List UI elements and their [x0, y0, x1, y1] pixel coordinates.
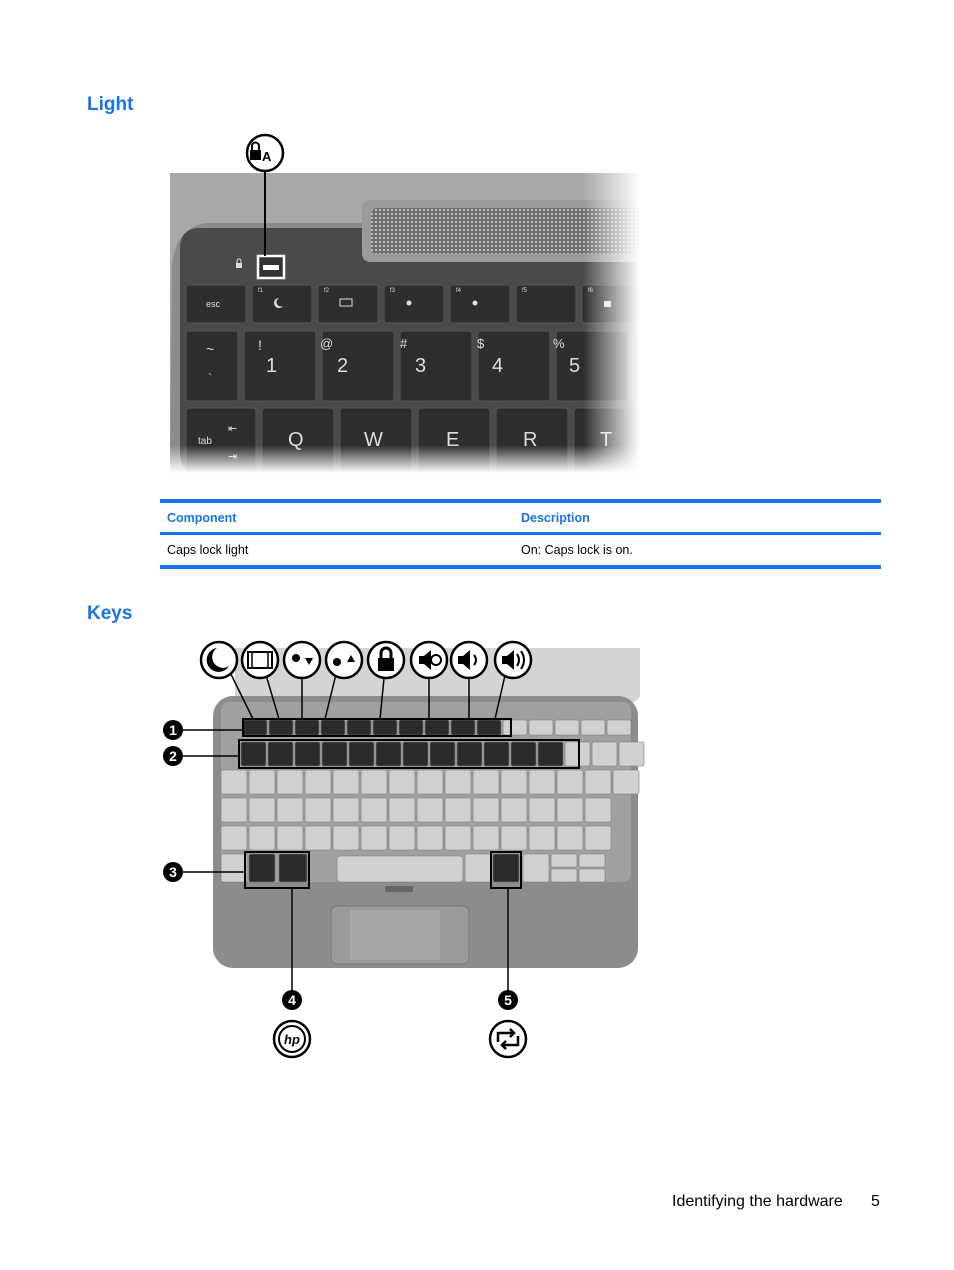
keyboard-key	[295, 720, 319, 735]
keyboard-key	[221, 826, 247, 850]
keyboard-key	[268, 742, 293, 766]
callout-4: 4	[288, 992, 296, 1008]
keyboard-key	[445, 826, 471, 850]
keyboard-key	[333, 826, 359, 850]
keyboard-key	[529, 770, 555, 794]
keyboard-key	[277, 798, 303, 822]
keyboard-key	[501, 826, 527, 850]
table-header-row	[160, 503, 881, 532]
footer-title: Identifying the hardware	[672, 1193, 843, 1210]
keyboard-key	[376, 742, 401, 766]
keyboard-key	[579, 854, 605, 867]
hp-logo-icon	[274, 1021, 310, 1057]
table-row	[160, 535, 881, 565]
brightness-down-icon	[284, 642, 320, 678]
cell-component: Caps lock light	[167, 543, 249, 557]
keyboard-key	[361, 798, 387, 822]
callout-1: 1	[169, 722, 177, 738]
callout-2: 2	[169, 748, 177, 764]
keyboard-key	[581, 720, 605, 735]
svg-text:A: A	[262, 149, 272, 164]
keyboard-key	[607, 720, 631, 735]
keyboard-key	[249, 798, 275, 822]
keyboard-key	[457, 742, 482, 766]
keyboard-key	[473, 826, 499, 850]
keyboard-key	[243, 720, 267, 735]
keyboard-key	[501, 770, 527, 794]
callout-3: 3	[169, 864, 177, 880]
keyboard-key	[557, 798, 583, 822]
application-key-icon	[490, 1021, 526, 1057]
keyboard-key	[269, 720, 293, 735]
keyboard-key	[445, 798, 471, 822]
keyboard-key	[445, 770, 471, 794]
keyboard-key	[538, 742, 563, 766]
cell-description: On: Caps lock is on.	[521, 543, 633, 557]
keyboard-key	[249, 826, 275, 850]
light-figure	[166, 128, 640, 473]
keyboard-key	[585, 770, 611, 794]
keyboard-key	[529, 826, 555, 850]
keyboard-key	[361, 826, 387, 850]
keyboard-key	[473, 770, 499, 794]
keyboard-key	[249, 854, 275, 882]
keyboard-key	[361, 770, 387, 794]
keyboard-key	[425, 720, 449, 735]
keyboard-key	[241, 742, 266, 766]
keyboard-key	[557, 826, 583, 850]
keyboard-key	[305, 798, 331, 822]
keyboard-key	[389, 798, 415, 822]
keyboard-key	[321, 720, 345, 735]
header-description: Description	[521, 510, 590, 525]
keyboard-key	[529, 798, 555, 822]
sleep-icon	[201, 642, 237, 678]
mute-icon	[411, 642, 447, 678]
keyboard-key	[347, 720, 371, 735]
keyboard-key	[305, 770, 331, 794]
keyboard-key	[221, 854, 247, 882]
keyboard-key	[493, 854, 519, 882]
lock-icon	[368, 642, 404, 678]
keyboard-key	[277, 826, 303, 850]
keyboard-key	[389, 826, 415, 850]
keyboard-key	[399, 720, 423, 735]
keyboard-key	[277, 770, 303, 794]
keyboard-key	[585, 826, 611, 850]
keyboard-key	[551, 869, 577, 882]
keyboard-key	[451, 720, 475, 735]
keyboard-key	[484, 742, 509, 766]
keyboard-key	[417, 826, 443, 850]
keyboard-key	[430, 742, 455, 766]
keyboard-key	[555, 720, 579, 735]
light-heading: Light	[87, 94, 134, 115]
keyboard-key	[613, 770, 639, 794]
keyboard-key	[523, 854, 549, 882]
keyboard-key	[221, 770, 247, 794]
keyboard-key	[465, 854, 491, 882]
keyboard-key	[333, 798, 359, 822]
keyboard-key	[279, 854, 307, 882]
keyboard-key	[503, 720, 527, 735]
keyboard-key	[529, 720, 553, 735]
keyboard-key	[333, 770, 359, 794]
volume-down-icon	[451, 642, 487, 678]
header-component: Component	[167, 510, 237, 525]
page-number: 5	[871, 1193, 880, 1210]
keyboard-key	[295, 742, 320, 766]
keys-heading: Keys	[87, 603, 133, 624]
callout-5: 5	[504, 992, 512, 1008]
svg-text:hp: hp	[284, 1032, 300, 1047]
keyboard-key	[403, 742, 428, 766]
keyboard-key	[551, 854, 577, 867]
keyboard-key	[579, 869, 605, 882]
keyboard-key	[221, 798, 247, 822]
keyboard-key	[585, 798, 611, 822]
keyboard-key	[557, 770, 583, 794]
keyboard-key	[389, 770, 415, 794]
keyboard-key	[473, 798, 499, 822]
component-table	[160, 499, 881, 569]
keyboard-key	[417, 770, 443, 794]
caps-lock-indicator-icon	[247, 135, 283, 171]
keyboard-key	[477, 720, 501, 735]
brightness-up-icon	[326, 642, 362, 678]
keyboard-key	[322, 742, 347, 766]
keyboard-key	[501, 798, 527, 822]
keyboard-key	[511, 742, 536, 766]
volume-up-icon	[495, 642, 531, 678]
keyboard-key	[305, 826, 331, 850]
keyboard-key	[373, 720, 397, 735]
keyboard-key	[565, 742, 590, 766]
display-switch-icon	[242, 642, 278, 678]
keyboard-key	[592, 742, 617, 766]
keyboard-key	[417, 798, 443, 822]
keyboard-key	[249, 770, 275, 794]
keyboard-key	[619, 742, 644, 766]
keys-figure	[155, 636, 645, 1066]
keyboard-key	[349, 742, 374, 766]
